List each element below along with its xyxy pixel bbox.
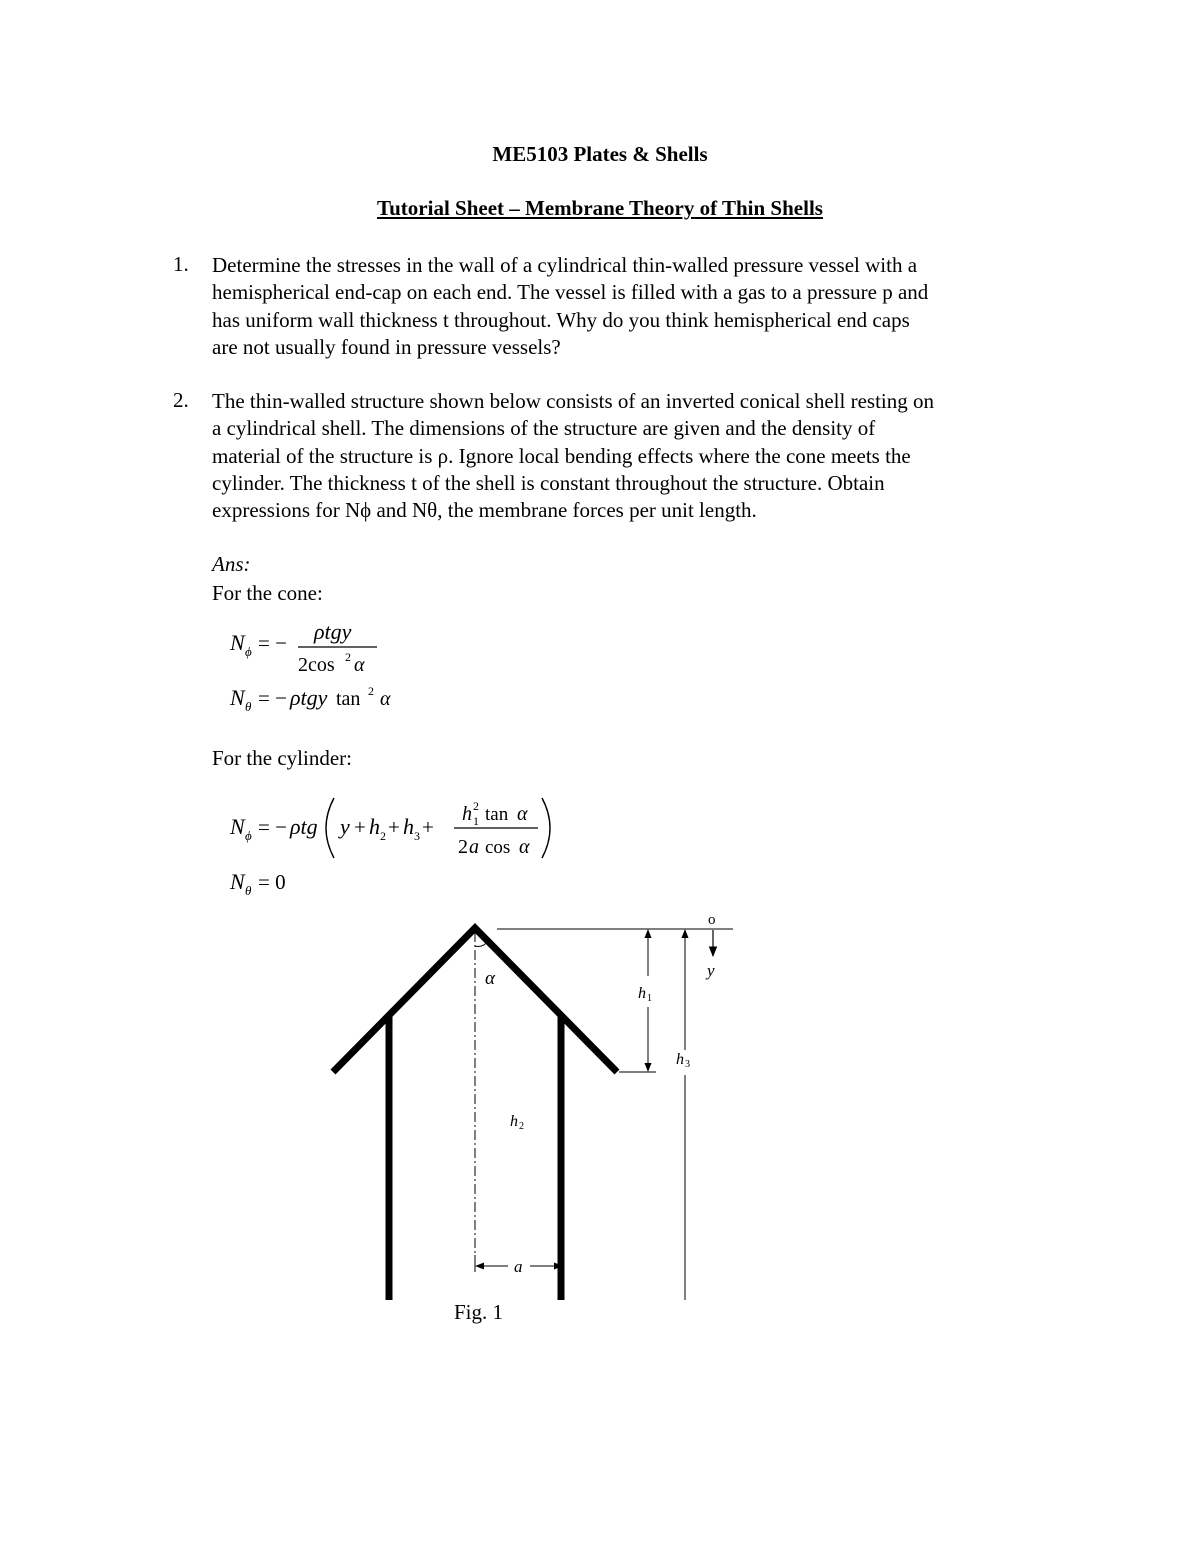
label-h3: h xyxy=(676,1051,684,1068)
label-alpha: α xyxy=(485,968,495,989)
question-1-line-4: are not usually found in pressure vessels? xyxy=(212,334,561,359)
svg-text:tan: tan xyxy=(485,804,509,825)
svg-text:2: 2 xyxy=(368,684,374,698)
svg-text:+: + xyxy=(422,815,434,839)
figure-1 xyxy=(0,900,1200,1300)
label-h2: h xyxy=(510,1113,518,1130)
question-2-line-2: a cylindrical shell. The dimensions of the structure are given and the density of xyxy=(212,416,876,441)
question-2-line-4: cylinder. The thickness t of the shell is constant throughout the structure. Obtain xyxy=(212,470,885,495)
question-2-number: 2. xyxy=(173,388,189,412)
svg-text:ϕ: ϕ xyxy=(245,828,252,843)
question-2-text xyxy=(212,388,1042,524)
svg-text:2: 2 xyxy=(473,799,479,813)
svg-text:2: 2 xyxy=(345,650,351,664)
svg-text:ρtg: ρtg xyxy=(290,814,318,839)
question-1-number: 1. xyxy=(173,252,189,276)
page-subtitle: Tutorial Sheet – Membrane Theory of Thin Shells xyxy=(377,196,823,220)
svg-text:h: h xyxy=(403,814,414,839)
cylinder-equations xyxy=(222,790,582,900)
svg-text:N: N xyxy=(230,685,245,710)
page-title: ME5103 Plates & Shells xyxy=(492,142,708,166)
svg-text:N: N xyxy=(230,814,245,839)
label-h1-sub: 1 xyxy=(647,993,652,1004)
question-1-text xyxy=(212,252,1042,361)
label-h2-sub: 2 xyxy=(519,1121,524,1132)
question-2-line-3: material of the structure is ρ. Ignore local bending effects where the cone meets the xyxy=(212,443,911,468)
svg-text:= −: = − xyxy=(258,815,287,839)
svg-text:tan: tan xyxy=(336,688,361,710)
svg-text:α: α xyxy=(517,803,528,825)
svg-text:3: 3 xyxy=(414,829,420,843)
svg-text:θ: θ xyxy=(245,699,252,714)
cylinder-heading: For the cylinder: xyxy=(212,746,352,770)
question-1-line-3: has uniform wall thickness t throughout. Why do you think hemispherical end caps xyxy=(212,307,910,332)
svg-text:α: α xyxy=(380,688,391,710)
svg-text:2cos: 2cos xyxy=(298,654,335,676)
svg-text:2: 2 xyxy=(458,836,468,858)
svg-text:ϕ: ϕ xyxy=(245,644,252,659)
svg-text:a: a xyxy=(469,836,479,858)
cone-equations xyxy=(222,615,442,715)
figure-caption: Fig. 1 xyxy=(454,1300,504,1324)
svg-text:h: h xyxy=(462,803,472,825)
svg-text:+: + xyxy=(354,815,366,839)
svg-text:ρtgy: ρtgy xyxy=(314,619,352,644)
svg-text:= −: = − xyxy=(258,686,287,710)
label-h3-sub: 3 xyxy=(685,1059,690,1070)
question-1-line-2: hemispherical end-cap on each end. The vessel is filled with a gas to a pressure p and xyxy=(212,280,929,305)
svg-text:h: h xyxy=(369,814,380,839)
svg-text:2: 2 xyxy=(380,829,386,843)
question-1-line-1: Determine the stresses in the wall of a cylindrical thin-walled pressure vessel with a xyxy=(212,253,918,277)
svg-text:= 0: = 0 xyxy=(258,870,286,894)
svg-text:α: α xyxy=(354,654,365,676)
svg-text:N: N xyxy=(230,869,245,894)
question-2-line-5: expressions for Nϕ and Nθ, the membrane forces per unit length. xyxy=(212,498,757,523)
svg-text:ρtgy: ρtgy xyxy=(290,685,328,710)
svg-text:+: + xyxy=(388,815,400,839)
svg-text:N: N xyxy=(230,630,245,655)
svg-text:1: 1 xyxy=(473,814,479,828)
label-y: y xyxy=(707,961,715,980)
svg-text:θ: θ xyxy=(245,883,252,898)
svg-text:cos: cos xyxy=(485,837,511,858)
cone-heading: For the cone: xyxy=(212,581,323,605)
question-2-line-1: The thin-walled structure shown below consists of an inverted conical shell resting on xyxy=(212,389,934,413)
answer-label: Ans: xyxy=(212,552,251,576)
label-h1: h xyxy=(638,985,646,1002)
svg-text:α: α xyxy=(519,836,530,858)
svg-text:= −: = − xyxy=(258,631,287,655)
label-o: o xyxy=(708,912,716,928)
svg-text:y: y xyxy=(340,814,350,839)
label-a: a xyxy=(514,1257,523,1276)
